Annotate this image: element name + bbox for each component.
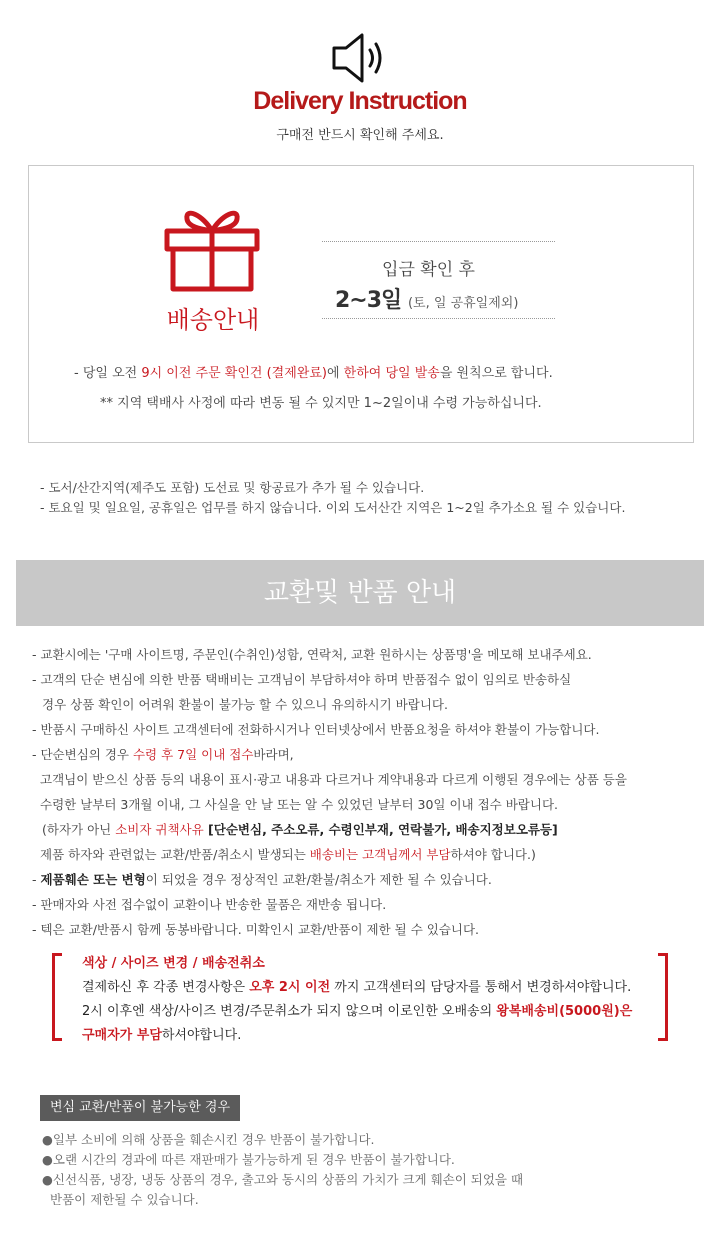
list-item: (하자가 아닌 소비자 귀책사유 [단순변심, 주소오류, 수령인부재, 연락불가, 배송지정보오류등] [42, 822, 558, 837]
notice-line: 결제하신 후 각종 변경사항은 오후 2시 이전 까지 고객센터의 담당자를 통해서 변경하셔야합니다. [82, 980, 632, 995]
list-item: - 제품훼손 또는 변형이 되었을 경우 정상적인 교환/환불/취소가 제한 될 수 있습니다. [32, 872, 492, 887]
delivery-days-value: 2~3일 [335, 288, 402, 313]
bracket-left [52, 953, 62, 1041]
list-item: ●오랜 시간의 경과에 따른 재판매가 불가능하게 된 경우 반품이 불가합니다. [42, 1152, 455, 1167]
list-item: 제품 하자와 관련없는 교환/반품/취소시 발생되는 배송비는 고객님께서 부담하셔야 합니다.) [40, 847, 536, 862]
gift-icon [163, 205, 261, 293]
list-item: 경우 상품 확인이 어려워 환불이 불가능 할 수 있으니 유의하시기 바랍니다. [42, 697, 448, 712]
list-item: 고객님이 받으신 상품 등의 내용이 표시·광고 내용과 다르거나 계약내용과 다르게 이행된 경우에는 상품 등을 [40, 772, 627, 787]
list-item: 반품이 제한될 수 있습니다. [50, 1192, 199, 1207]
speaker-icon [330, 30, 390, 86]
delivery-days-note: (토, 일 공휴일제외) [407, 296, 519, 311]
change-cancel-notice [82, 952, 662, 1048]
divider [322, 241, 555, 242]
list-item: - 교환시에는 '구매 사이트명, 주문인(수취인)성함, 연락처, 교환 원하시는 상품명'을 메모해 보내주세요. [32, 647, 592, 662]
non-returnable-tag: 변심 교환/반품이 불가능한 경우 [40, 1095, 240, 1121]
list-item: - 반품시 구매하신 사이트 고객센터에 전화하시거나 인터넷상에서 반품요청을 하셔야 환불이 가능합니다. [32, 722, 600, 737]
list-item: - 단순변심의 경우 수령 후 7일 이내 접수바라며, [32, 747, 294, 762]
holiday-note: - 토요일 및 일요일, 공휴일은 업무를 하지 않습니다. 이외 도서산간 지역은 1~2일 추가소요 될 수 있습니다. [40, 500, 626, 515]
list-item: ●신선식품, 냉장, 냉동 상품의 경우, 출고와 동시의 상품의 가치가 크게 훼손이 되었을 때 [42, 1172, 524, 1187]
delivery-guide-label: 배송안내 [166, 306, 260, 334]
list-item: - 고객의 단순 변심에 의한 반품 택배비는 고객님이 부담하셔야 하며 반품접수 없이 임의로 반송하실 [32, 672, 572, 687]
list-item: ●일부 소비에 의해 상품을 훼손시킨 경우 반품이 불가합니다. [42, 1132, 375, 1147]
regional-courier-note: ** 지역 택배사 사정에 따라 변동 될 수 있지만 1~2일이내 수령 가능하십니다. [100, 396, 542, 411]
notice-line: 구매자가 부담하셔야합니다. [82, 1028, 242, 1043]
list-item: - 판매자와 사전 접수없이 교환이나 반송한 물품은 재반송 됩니다. [32, 897, 387, 912]
list-item: - 텍은 교환/반품시 함께 동봉바랍니다. 미확인시 교환/반품이 제한 될 수 있습니다. [32, 922, 480, 937]
non-returnable-list [42, 1130, 523, 1210]
exchange-list [32, 642, 692, 942]
page-subtitle: 구매전 반드시 확인해 주세요. [276, 128, 444, 143]
island-fee-note: - 도서/산간지역(제주도 포함) 도선료 및 항공료가 추가 될 수 있습니다. [40, 480, 425, 495]
list-item: 수령한 날부터 3개월 이내, 그 사실을 안 날 또는 알 수 있었던 날부터 30일 이내 접수 바랍니다. [40, 797, 559, 812]
divider [322, 318, 555, 319]
delivery-days [335, 283, 518, 314]
notice-line: 2시 이후엔 색상/사이즈 변경/주문취소가 되지 않으며 이로인한 오배송의 왕복배송비(5000원)은 [82, 1004, 633, 1019]
same-day-shipping-line: - 당일 오전 9시 이전 주문 확인건 (결제완료)에 한하여 당일 발송을 원칙으로 합니다. [74, 366, 553, 381]
notice-heading: 색상 / 사이즈 변경 / 배송전취소 [82, 956, 265, 971]
after-deposit-text: 입금 확인 후 [382, 260, 475, 280]
exchange-return-banner: 교환및 반품 안내 [16, 560, 704, 626]
page-title: Delivery Instruction [253, 87, 467, 115]
